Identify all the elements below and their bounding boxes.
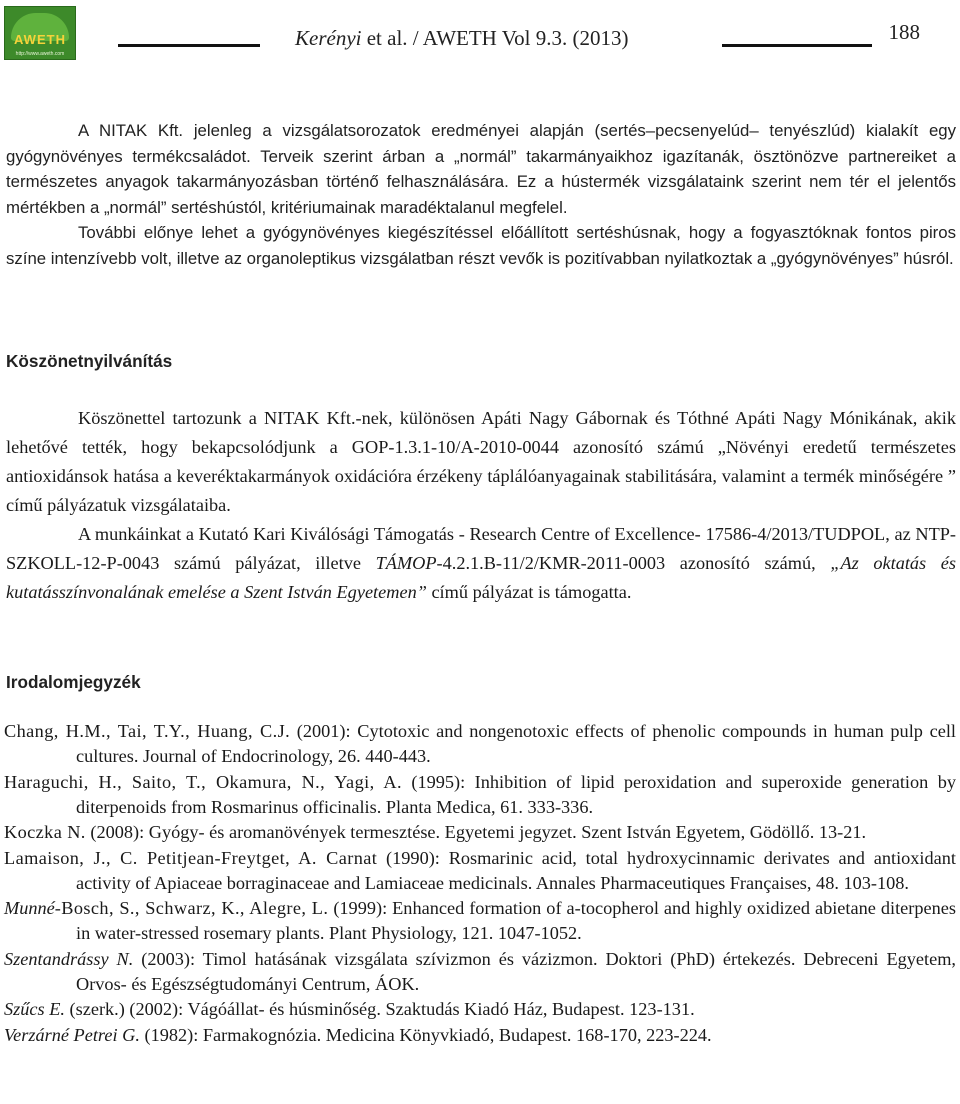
reference-item [4, 846, 956, 896]
reference-authors: Chang, H.M., Tai, T.Y., Huang, C.J. [4, 721, 291, 741]
reference-authors-italic: Verzárné Petrei G. [4, 1024, 140, 1045]
reference-text: (2003): Timol hatásának vizsgálata szívizmon és vázizmon. Doktori (PhD) értekezés. Debreceni Egyetem, Orvos- és Egészségtudományi Centrum, ÁOK. [76, 948, 956, 994]
logo-url: http://www.aweth.com [15, 51, 65, 57]
running-header [295, 26, 629, 51]
acknowledgements-section [6, 404, 956, 607]
aweth-logo [4, 6, 76, 60]
acknowledgements-paragraph-1: Köszönettel tartozunk a NITAK Kft.-nek, különösen Apáti Nagy Gábornak és Tóthné Apáti Nagy Mónikának, akik lehetővé tették, hogy bekapcsolódjunk a GOP-1.3.1-10/A-2010-0044 azonosító számú „Növényi eredetű természetes antioxidánsok hatása a keveréktakarmányok oxidációra érzékeny táplálóanyagainak stabilitására, valamint a termék minőségére ” című pályázatuk vizsgálataiba. [6, 408, 956, 515]
reference-list [4, 719, 956, 1048]
intro-section [6, 118, 956, 271]
running-header-journal: et al. / AWETH Vol 9.3. (2013) [361, 26, 629, 50]
ack-p2-part-a: A munkáinkat a Kutató Kari Kiválósági Támogatás - Research Centre of Excellence- 17586-4/2013/TUDPOL, az NTP-SZKOLL-12-P-0043 számú pályázat, illetve [6, 524, 956, 573]
reference-item [4, 896, 956, 946]
reference-item [4, 997, 956, 1022]
ack-p2-part-e: című pályázat is támogatta. [426, 582, 632, 602]
reference-text: (1999): Enhanced formation of a-tocopherol and highly oxidized abietane diterpenes in water-stressed rosemary plants. Plant Physiology, 121. 1047-1052. [76, 898, 956, 943]
reference-text: (2008): Gyógy- és aromanövények termesztése. Egyetemi jegyzet. Szent István Egyetem, Gödöllő. 13-21. [85, 822, 867, 842]
ack-p2-part-c: -4.2.1.B-11/2/KMR-2011-0003 azonosító számú, [436, 553, 831, 573]
reference-authors-italic: Szentandrássy N. [4, 948, 134, 969]
logo-wordmark: AWETH [14, 32, 66, 47]
reference-authors-italic: Szűcs E. [4, 999, 65, 1019]
ack-p2-tamop: TÁMOP [375, 553, 437, 573]
reference-text: (1995): Inhibition of lipid peroxidation and superoxide generation by diterpenoids from Rosmarinus officinalis. Planta Medica, 61. 333-336. [76, 771, 956, 817]
reference-item [4, 770, 956, 820]
reference-authors: -Bosch, S., Schwarz, K., Alegre, L. [54, 898, 329, 918]
intro-paragraph-1: A NITAK Kft. jelenleg a vizsgálatsorozatok eredményei alapján (sertés–pecsenyelúd– tenyészlúd) kialakít egy gyógynövényes termékcsaládot. Terveik szerint árban a „normál” takarmányaikhoz igazítanák, ösztönözve partnereiket a természetes anyagok takarmányozásban történő felhasználására. Ez a hústermék vizsgálataink szerint nem tér el jelentős mértékben a „normál” sertéshústól, kritériumainak maradéktalanul megfelel. [6, 121, 956, 217]
reference-authors-italic: Munné [4, 898, 55, 918]
header-rule-left [118, 44, 260, 47]
reference-authors: Lamaison, J., C. Petitjean-Freytget, A. Carnat [4, 847, 378, 868]
acknowledgements-paragraph-2 [6, 520, 956, 607]
running-header-authors: Kerényi [295, 26, 362, 50]
references-heading: Irodalomjegyzék [6, 672, 141, 692]
header-rule-right [722, 44, 872, 47]
reference-text: (2001): Cytotoxic and nongenotoxic effects of phenolic compounds in human pulp cell cultures. Journal of Endocrinology, 26. 440-443. [76, 721, 956, 766]
page-number: 188 [888, 20, 920, 44]
reference-text: (szerk.) (2002): Vágóállat- és húsminőség. Szaktudás Kiadó Ház, Budapest. 123-131. [64, 999, 695, 1019]
intro-paragraph-2: További előnye lehet a gyógynövényes kiegészítéssel előállított sertéshúsnak, hogy a fogyasztóknak fontos piros színe intenzívebb volt, illetve az organoleptikus vizsgálatban részt vevők is pozitívabban nyilatkoztak a „gyógynövényes” húsról. [6, 223, 956, 268]
reference-item [4, 947, 956, 997]
ack-p2-project-title: „Az oktatás és kutatásszínvonalának emelése a Szent István Egyetemen” [6, 553, 956, 602]
reference-authors: Koczka N. [4, 822, 86, 842]
reference-item [4, 820, 956, 845]
reference-authors: Haraguchi, H., Saito, T., Okamura, N., Yagi, A. [4, 771, 402, 792]
reference-item [4, 719, 956, 769]
reference-text: (1982): Farmakognózia. Medicina Könyvkiadó, Budapest. 168-170, 223-224. [139, 1024, 712, 1045]
reference-item [4, 1023, 956, 1048]
reference-text: (1990): Rosmarinic acid, total hydroxycinnamic derivates and antioxidant activity of Apiaceae borraginaceae and Lamiaceae medicinals. Annales Pharmaceutiques Françaises, 48. 103-108. [76, 847, 956, 893]
acknowledgements-heading: Köszönetnyilvánítás [6, 351, 173, 371]
